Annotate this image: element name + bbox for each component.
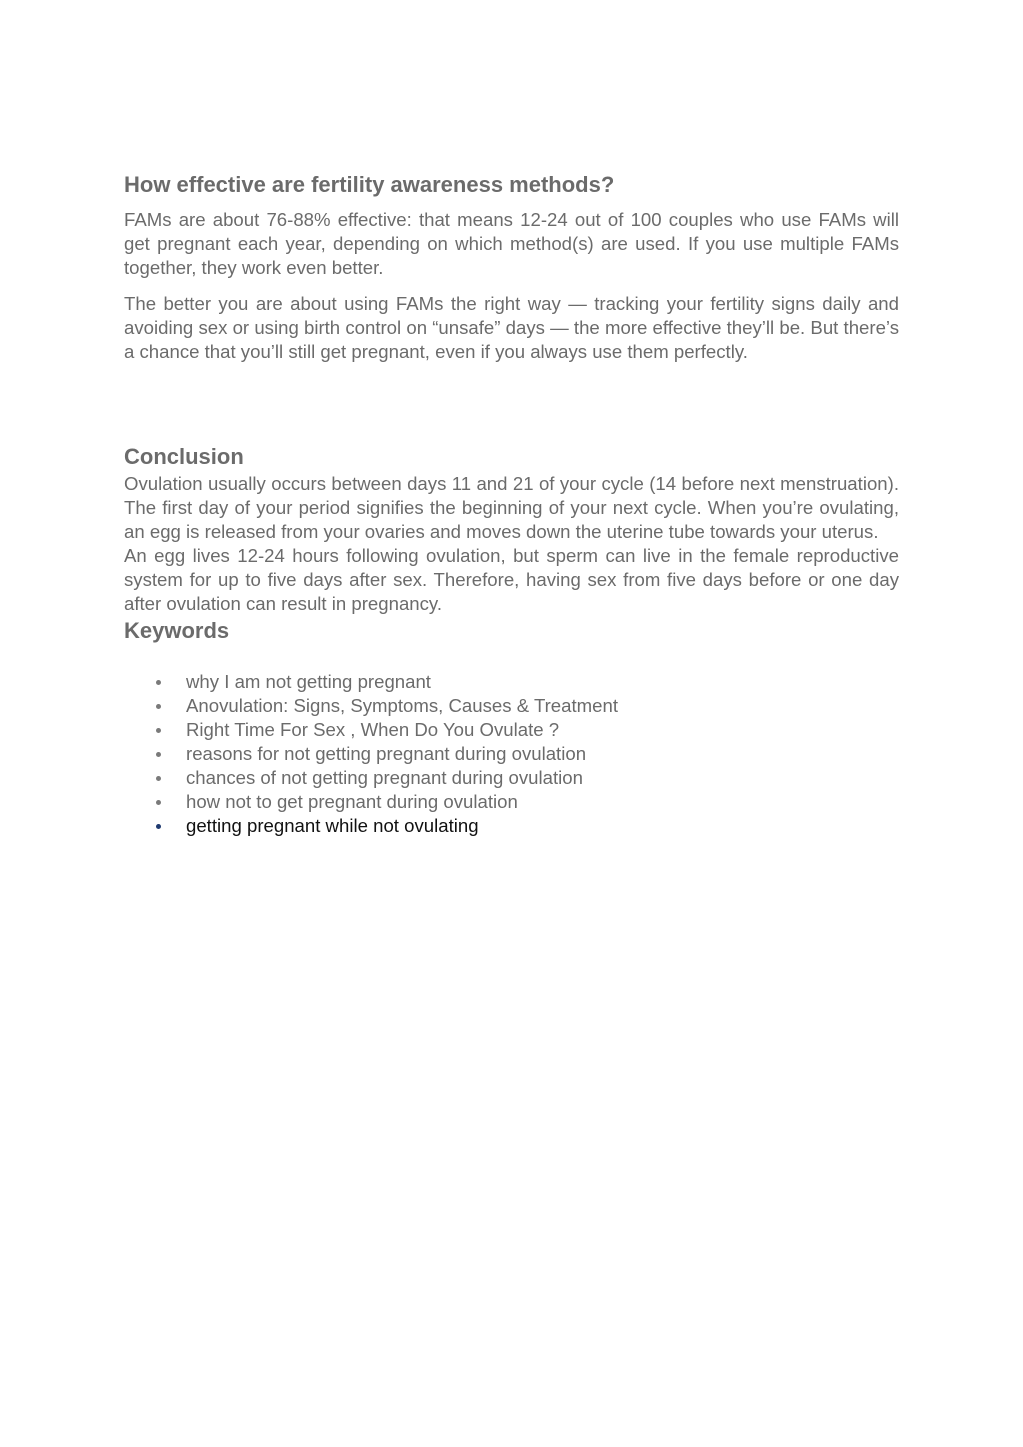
bullet-icon <box>156 752 161 757</box>
keywords-list <box>124 670 899 838</box>
conclusion-paragraph-2: An egg lives 12-24 hours following ovulation, but sperm can live in the female reproductive system for up to five days after sex. Therefore, having sex from five days before or one day after ovulation can result in pregnancy. <box>124 545 899 614</box>
section-heading-effectiveness: How effective are fertility awareness methods? <box>124 172 615 197</box>
bullet-icon <box>156 800 161 805</box>
section-heading-conclusion: Conclusion <box>124 444 244 469</box>
keyword-item[interactable] <box>124 670 899 694</box>
bullet-icon <box>156 680 161 685</box>
bullet-icon <box>156 824 161 829</box>
keyword-text: why I am not getting pregnant <box>186 671 431 692</box>
keyword-item[interactable] <box>124 694 899 718</box>
effectiveness-paragraph-2: The better you are about using FAMs the right way — tracking your fertility signs daily and avoiding sex or using birth control on “unsafe” days — the more effective they’ll be. But there’s a chance that you’ll still get pregnant, even if you always use them perfectly. <box>124 293 899 362</box>
bullet-icon <box>156 776 161 781</box>
document-page <box>124 170 899 838</box>
conclusion-paragraph-1: Ovulation usually occurs between days 11 and 21 of your cycle (14 before next menstruation). The first day of your period signifies the beginning of your next cycle. When you’re ovulating, an egg is released from your ovaries and moves down the uterine tube towards your uterus. <box>124 473 899 542</box>
keyword-text: reasons for not getting pregnant during ovulation <box>186 743 587 764</box>
keyword-item[interactable] <box>124 790 899 814</box>
keyword-item[interactable] <box>124 742 899 766</box>
bullet-icon <box>156 728 161 733</box>
effectiveness-paragraph-1: FAMs are about 76-88% effective: that means 12-24 out of 100 couples who use FAMs will get pregnant each year, depending on which method(s) are used. If you use multiple FAMs together, they work even better. <box>124 209 899 278</box>
keyword-text: chances of not getting pregnant during ovulation <box>186 767 583 788</box>
bullet-icon <box>156 704 161 709</box>
keyword-text: getting pregnant while not ovulating <box>186 815 479 836</box>
keyword-item-highlighted[interactable] <box>124 814 899 838</box>
keyword-text: Anovulation: Signs, Symptoms, Causes & Treatment <box>186 695 618 716</box>
keyword-text: how not to get pregnant during ovulation <box>186 791 518 812</box>
keyword-item[interactable] <box>124 766 899 790</box>
keyword-text: Right Time For Sex , When Do You Ovulate ? <box>186 719 560 740</box>
keyword-item[interactable] <box>124 718 899 742</box>
section-heading-keywords: Keywords <box>124 618 230 643</box>
